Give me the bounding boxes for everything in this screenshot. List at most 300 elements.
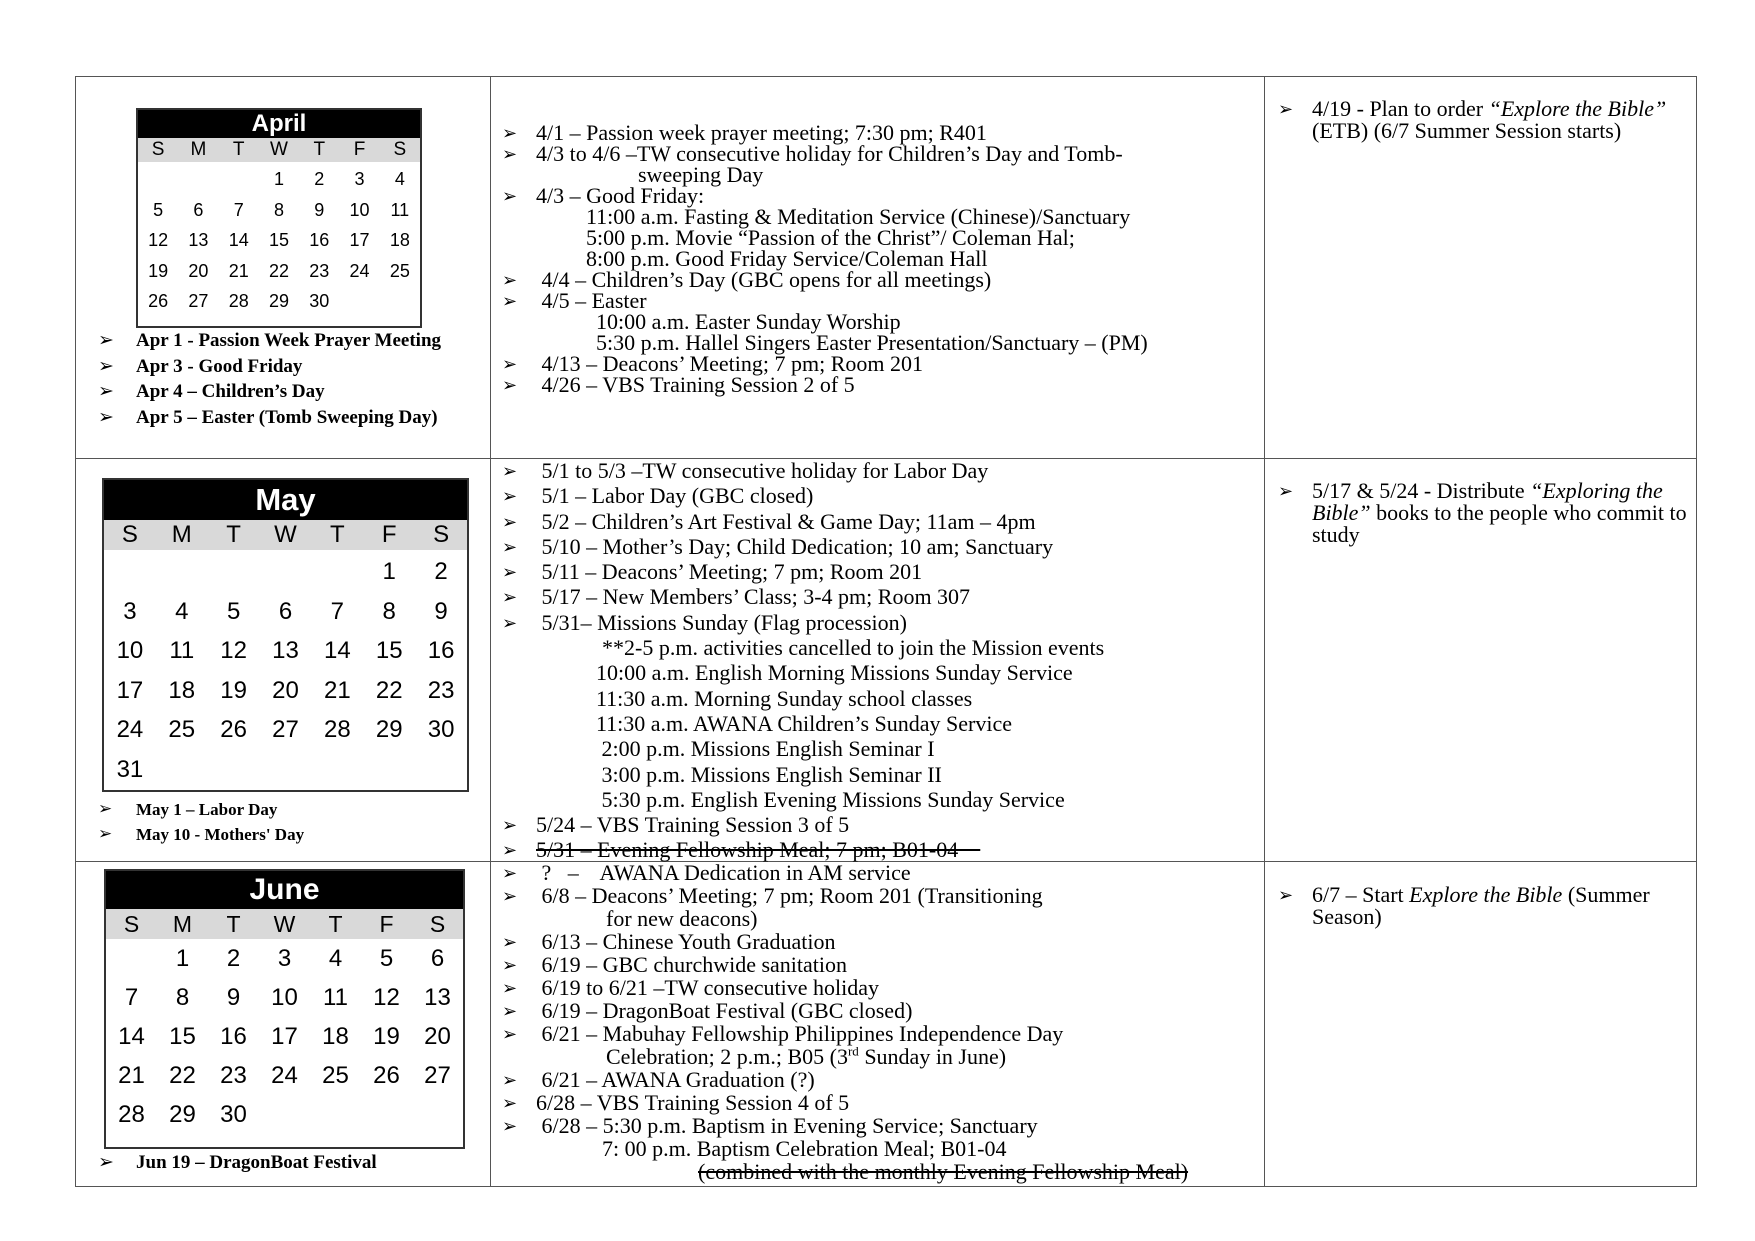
calendar-day	[310, 1095, 361, 1134]
calendar-day: 18	[168, 676, 196, 704]
calendar-day: 19	[148, 260, 169, 281]
bullet-arrow-icon: ➢	[502, 354, 518, 375]
event-item	[502, 1022, 1188, 1045]
note-book-title: Explore the Bible	[1409, 882, 1563, 907]
event-text-end: Sunday in June)	[858, 1044, 1007, 1069]
calendar-day: 18	[322, 1023, 349, 1050]
bullet-arrow-icon: ➢	[502, 1116, 518, 1137]
calendar-day: 2	[314, 169, 325, 189]
event-item	[502, 837, 1104, 862]
bullet-arrow-icon: ➢	[502, 1070, 518, 1091]
calendar-day: 12	[148, 230, 169, 250]
event-text: 5/10 – Mother’s Day; Child Dedication; 10 am; Sanctuary	[536, 533, 1054, 559]
calendar-day: 30	[220, 1101, 247, 1128]
calendar-day: 6	[430, 945, 445, 972]
event-text: 6/21 – AWANA Graduation (?)	[536, 1067, 815, 1092]
weekday-label: S	[433, 521, 450, 548]
april-highlights	[98, 328, 441, 430]
highlight-item	[98, 379, 441, 405]
calendar-days	[106, 939, 463, 1134]
calendar-day: 20	[424, 1023, 451, 1050]
calendar-day: 1	[175, 945, 190, 972]
calendar-day: 26	[373, 1062, 400, 1089]
calendar-day	[178, 164, 218, 195]
calendar-day: 19	[220, 676, 247, 704]
bullet-arrow-icon: ➢	[502, 886, 518, 907]
highlight-item	[98, 328, 441, 354]
calendar-weekday-header	[106, 909, 463, 939]
calendar-day: 27	[188, 291, 209, 311]
event-text: 6/8 – Deacons’ Meeting; 7 pm; Room 201 (Transitioning	[536, 883, 1043, 908]
calendar-day	[138, 164, 178, 195]
calendar-day: 20	[272, 676, 299, 704]
calendar-day: 22	[268, 260, 289, 281]
june-calendar	[104, 869, 465, 1149]
calendar-day: 3	[123, 597, 137, 625]
event-text: 5:30 p.m. English Evening Missions Sunday Service	[596, 786, 1065, 812]
weekday-label: W	[274, 521, 297, 548]
event-text: 6/28 – VBS Training Session 4 of 5	[536, 1090, 850, 1115]
calendar-day	[311, 750, 363, 790]
highlight-text: Apr 5 – Easter (Tomb Sweeping Day)	[136, 406, 438, 428]
calendar-day: 30	[309, 291, 330, 311]
calendar-day	[208, 552, 260, 592]
calendar-day: 9	[314, 199, 325, 220]
weekday-label: S	[393, 139, 407, 160]
event-text: 6/28 – 5:30 p.m. Baptism in Evening Service; Sanctuary	[536, 1113, 1038, 1138]
calendar-day: 16	[427, 637, 455, 664]
calendar-day: 4	[394, 169, 405, 189]
calendar-day: 5	[226, 597, 241, 625]
calendar-day: 27	[424, 1062, 451, 1089]
event-item	[502, 269, 1148, 290]
calendar-day: 13	[424, 984, 451, 1011]
bullet-arrow-icon: ➢	[502, 978, 518, 999]
note-book-title: “Exploring the Bible”	[1312, 478, 1663, 525]
bullet-arrow-icon: ➢	[502, 815, 518, 837]
event-item	[502, 559, 1104, 584]
bullet-arrow-icon: ➢	[502, 486, 518, 508]
calendar-weekday-header	[138, 138, 420, 162]
calendar-day: 17	[271, 1023, 298, 1050]
event-item	[502, 290, 1148, 311]
event-item	[502, 584, 1104, 609]
calendar-day	[363, 750, 415, 790]
weekday-label: W	[270, 139, 288, 160]
calendar-day: 17	[349, 230, 370, 250]
weekday-label: S	[429, 911, 446, 937]
event-item	[502, 812, 1104, 837]
calendar-month-title: April	[138, 110, 420, 138]
highlight-text: Apr 4 – Children’s Day	[136, 381, 325, 402]
event-detail-line	[502, 248, 1148, 269]
event-item	[502, 976, 1188, 999]
calendar-day	[260, 552, 312, 592]
calendar-day: 26	[148, 291, 169, 311]
bullet-arrow-icon: ➢	[502, 270, 518, 291]
calendar-month-title: June	[106, 871, 463, 909]
calendar-day	[339, 286, 379, 317]
event-detail-line	[502, 762, 1104, 787]
calendar-day: 10	[349, 199, 370, 220]
weekday-label: M	[171, 521, 192, 548]
calendar-day: 29	[375, 716, 403, 743]
event-item	[502, 509, 1104, 534]
calendar-day: 11	[323, 984, 348, 1011]
calendar-day: 30	[427, 716, 455, 743]
highlight-text: May 10 - Mothers' Day	[136, 825, 305, 844]
note-text-end: (Summer Season)	[1312, 882, 1650, 929]
event-item	[502, 884, 1188, 907]
calendar-day: 21	[324, 676, 351, 704]
highlight-item	[98, 405, 441, 431]
event-text: 6/21 – Mabuhay Fellowship Philippines Independence Day	[536, 1021, 1064, 1046]
bullet-arrow-icon: ➢	[502, 587, 518, 609]
calendar-day: 5	[153, 199, 164, 220]
event-text: 4/4 – Children’s Day (GBC opens for all meetings)	[536, 267, 992, 292]
calendar-day: 8	[175, 984, 190, 1011]
calendar-day: 29	[268, 291, 289, 311]
calendar-day: 4	[175, 597, 189, 625]
april-note	[1278, 96, 1692, 143]
event-text: 4/26 – VBS Training Session 2 of 5	[536, 372, 855, 397]
calendar-day	[361, 1095, 412, 1134]
calendar-day	[208, 750, 260, 790]
june-highlights	[98, 1150, 377, 1175]
calendar-day: 23	[309, 260, 330, 281]
table-border-top	[75, 76, 1696, 77]
calendar-day: 2	[434, 558, 448, 585]
bullet-arrow-icon: ➢	[98, 799, 113, 819]
event-item	[502, 143, 1148, 164]
event-text: 10:00 a.m. English Morning Missions Sunday Service	[596, 660, 1073, 686]
calendar-day: 25	[389, 260, 410, 281]
event-text: 10:00 a.m. Easter Sunday Worship	[596, 309, 901, 334]
calendar-day	[412, 1095, 463, 1134]
calendar-day: 26	[220, 716, 247, 743]
col-divider-1	[490, 76, 491, 1187]
event-detail-line	[502, 686, 1104, 711]
calendar-day: 25	[322, 1062, 349, 1089]
calendar-day: 6	[193, 199, 204, 220]
note-text-end: books to the people who commit to study	[1312, 500, 1687, 547]
bullet-arrow-icon: ➢	[502, 562, 518, 584]
bullet-arrow-icon: ➢	[1278, 99, 1294, 120]
event-text: 2:00 p.m. Missions English Seminar I	[596, 736, 935, 762]
weekday-label: S	[123, 911, 140, 937]
calendar-day: 1	[273, 169, 284, 189]
event-detail-line	[502, 1045, 1188, 1068]
calendar-month-title: May	[104, 480, 467, 520]
weekday-label: T	[328, 911, 343, 937]
calendar-day: 28	[118, 1101, 145, 1128]
note-book-title: “Explore the Bible”	[1488, 96, 1667, 121]
bullet-arrow-icon: ➢	[502, 461, 518, 482]
calendar-day: 14	[324, 637, 351, 664]
event-item	[502, 999, 1188, 1022]
bullet-arrow-icon: ➢	[502, 932, 518, 953]
calendar-day: 13	[188, 230, 209, 250]
calendar-day: 3	[277, 945, 292, 972]
event-item	[502, 458, 1104, 483]
calendar-days	[138, 164, 420, 347]
event-text: 3:00 p.m. Missions English Seminar II	[596, 761, 942, 787]
calendar-day	[106, 939, 157, 978]
highlight-item	[98, 1150, 377, 1175]
event-detail-line	[502, 736, 1104, 761]
calendar-day: 1	[382, 558, 396, 585]
calendar-day: 15	[268, 230, 289, 250]
calendar-day: 8	[273, 199, 284, 220]
calendar-day: 12	[373, 984, 400, 1011]
event-item	[502, 122, 1148, 143]
bullet-arrow-icon: ➢	[98, 824, 113, 844]
event-detail-line	[502, 907, 1188, 930]
calendar-day: 17	[116, 676, 144, 704]
bullet-arrow-icon: ➢	[502, 955, 518, 976]
event-text: 6/19 – GBC churchwide sanitation	[536, 952, 848, 977]
highlight-text: Jun 19 – DragonBoat Festival	[136, 1152, 377, 1173]
calendar-day: 7	[330, 597, 345, 625]
weekday-label: F	[353, 139, 366, 160]
event-detail-line	[502, 206, 1148, 227]
calendar-day	[311, 552, 363, 592]
calendar-day: 29	[169, 1101, 196, 1128]
calendar-day	[259, 1095, 310, 1134]
calendar-day: 15	[375, 637, 403, 664]
bullet-arrow-icon: ➢	[502, 144, 518, 165]
highlight-item	[98, 797, 304, 822]
event-item	[502, 1114, 1188, 1137]
note-text-end: (ETB) (6/7 Summer Session starts)	[1312, 118, 1622, 143]
highlight-item	[98, 354, 441, 380]
weekday-label: S	[121, 521, 138, 548]
weekday-label: T	[330, 521, 345, 548]
bullet-arrow-icon: ➢	[98, 1151, 114, 1173]
may-note	[1278, 478, 1692, 547]
calendar-day: 24	[271, 1062, 298, 1089]
bullet-arrow-icon: ➢	[502, 123, 518, 144]
event-detail-line	[502, 787, 1104, 812]
event-text: 4/13 – Deacons’ Meeting; 7 pm; Room 201	[536, 351, 923, 376]
weekday-label: M	[190, 139, 207, 160]
calendar-day: 9	[226, 984, 241, 1011]
event-text: 5/1 to 5/3 –TW consecutive holiday for Labor Day	[536, 458, 989, 483]
calendar-day: 5	[379, 945, 394, 972]
bullet-arrow-icon: ➢	[502, 186, 518, 207]
event-text: 11:00 a.m. Fasting & Meditation Service (Chinese)/Sanctuary	[586, 204, 1131, 229]
event-detail-line	[502, 332, 1148, 353]
event-item	[502, 185, 1148, 206]
event-text: 5:30 p.m. Hallel Singers Easter Presentation/Sanctuary – (PM)	[596, 330, 1148, 355]
calendar-day: 21	[118, 1062, 145, 1089]
calendar-day: 14	[118, 1023, 145, 1050]
event-item	[502, 1091, 1188, 1114]
event-text: 6/19 – DragonBoat Festival (GBC closed)	[536, 998, 913, 1023]
calendar-day: 4	[328, 945, 343, 972]
table-border-bottom	[75, 1186, 1696, 1187]
calendar-day: 22	[375, 676, 403, 704]
weekday-label: T	[313, 139, 326, 160]
event-item	[502, 483, 1104, 508]
event-item	[502, 534, 1104, 559]
calendar-day: 15	[169, 1023, 196, 1050]
calendar-days	[104, 552, 467, 789]
event-detail-line	[502, 1137, 1188, 1160]
event-detail-line	[502, 164, 1148, 185]
event-text: 7: 00 p.m. Baptism Celebration Meal; B01-04	[602, 1136, 1007, 1161]
calendar-day: 23	[427, 676, 455, 704]
bullet-arrow-icon: ➢	[502, 612, 518, 634]
calendar-day	[156, 552, 208, 592]
calendar-day: 25	[168, 716, 196, 743]
event-detail-line	[502, 1160, 1188, 1183]
calendar-day: 28	[228, 291, 249, 311]
event-text: 6/13 – Chinese Youth Graduation	[536, 929, 836, 954]
note-text: 5/17 & 5/24 - Distribute	[1312, 478, 1531, 503]
calendar-day: 24	[349, 260, 370, 281]
highlight-text: May 1 – Labor Day	[136, 800, 278, 819]
event-detail-line	[502, 711, 1104, 736]
calendar-weekday-header	[104, 520, 467, 550]
event-text: 11:30 a.m. AWANA Children’s Sunday Service	[596, 710, 1012, 736]
event-text: 5/2 – Children’s Art Festival & Game Day; 11am – 4pm	[536, 508, 1036, 534]
event-text: 6/19 to 6/21 –TW consecutive holiday	[536, 975, 879, 1000]
calendar-day: 16	[309, 230, 330, 250]
event-detail-line	[502, 311, 1148, 332]
calendar-day: 11	[390, 199, 410, 220]
june-note	[1278, 882, 1692, 929]
calendar-day: 2	[226, 945, 241, 972]
calendar-day: 28	[324, 716, 351, 743]
event-text: 5/24 – VBS Training Session 3 of 5	[536, 812, 850, 838]
bullet-arrow-icon: ➢	[98, 354, 114, 377]
calendar-day: 19	[373, 1023, 400, 1050]
calendar-day: 10	[116, 637, 144, 664]
calendar-day: 12	[220, 637, 247, 664]
calendar-day: 9	[434, 597, 448, 625]
event-item	[502, 953, 1188, 976]
event-text: 8:00 p.m. Good Friday Service/Coleman Hall	[586, 246, 988, 271]
bullet-arrow-icon: ➢	[1278, 885, 1294, 906]
calendar-day: 10	[271, 984, 298, 1011]
weekday-label: F	[379, 911, 394, 937]
event-item	[502, 610, 1104, 635]
calendar-day	[260, 750, 312, 790]
calendar-day: 11	[169, 637, 195, 664]
bullet-arrow-icon: ➢	[502, 291, 518, 312]
calendar-day: 8	[382, 597, 396, 625]
bullet-arrow-icon: ➢	[502, 840, 518, 862]
note-text: 6/7 – Start	[1312, 882, 1410, 907]
ordinal-suffix: rd	[847, 1043, 859, 1059]
may-highlights	[98, 797, 304, 847]
calendar-day	[380, 286, 420, 317]
bullet-arrow-icon: ➢	[502, 1001, 518, 1022]
bullet-arrow-icon: ➢	[502, 536, 518, 558]
event-text: for new deacons)	[606, 906, 758, 931]
event-item	[502, 1068, 1188, 1091]
calendar-day: 18	[389, 230, 410, 250]
weekday-label: S	[151, 139, 165, 160]
calendar-day: 20	[188, 260, 209, 281]
calendar-day: 14	[228, 230, 249, 250]
event-text: sweeping Day	[638, 162, 764, 187]
bullet-arrow-icon: ➢	[502, 1024, 518, 1045]
event-text: 5:00 p.m. Movie “Passion of the Christ”/ Coleman Hal;	[586, 225, 1075, 250]
note-text: 4/19 - Plan to order	[1312, 96, 1489, 121]
event-text: 5/31 – Evening Fellowship Meal; 7 pm; B01-04	[536, 837, 981, 863]
bullet-arrow-icon: ➢	[1278, 481, 1294, 502]
bullet-arrow-icon: ➢	[502, 511, 518, 533]
event-detail-line	[502, 227, 1148, 248]
event-text: 11:30 a.m. Morning Sunday school classes	[596, 685, 973, 711]
event-text: 4/3 – Good Friday:	[536, 183, 705, 208]
event-text: 4/3 to 4/6 –TW consecutive holiday for Children’s Day and Tomb-	[536, 141, 1123, 166]
calendar-day	[219, 164, 259, 195]
weekday-label: W	[273, 911, 296, 937]
calendar-day: 24	[116, 716, 144, 743]
weekday-label: F	[381, 521, 397, 548]
calendar-day: 3	[354, 169, 365, 189]
calendar-day: 31	[116, 755, 144, 783]
event-text: 4/5 – Easter	[536, 288, 647, 313]
bullet-arrow-icon: ➢	[502, 375, 518, 396]
bullet-arrow-icon: ➢	[98, 329, 114, 351]
col-divider-2	[1264, 76, 1265, 1187]
calendar-day: 21	[228, 260, 249, 281]
event-item	[502, 353, 1148, 374]
event-item	[502, 861, 1188, 884]
event-text: 5/31– Missions Sunday (Flag procession)	[536, 609, 907, 635]
bullet-arrow-icon: ➢	[502, 863, 518, 884]
may-calendar	[102, 478, 469, 792]
calendar-day: 6	[278, 597, 293, 625]
april-events	[502, 122, 1148, 395]
highlight-text: Apr 1 - Passion Week Prayer Meeting	[136, 330, 442, 351]
event-text: ? – AWANA Dedication in AM service	[536, 860, 911, 885]
event-item	[502, 374, 1148, 395]
calendar-day	[156, 750, 208, 790]
calendar-day: 7	[124, 984, 139, 1011]
calendar-day: 23	[220, 1062, 247, 1089]
event-text: Celebration; 2 p.m.; B05 (3	[606, 1044, 848, 1069]
event-text: 5/11 – Deacons’ Meeting; 7 pm; Room 201	[536, 559, 923, 585]
event-detail-line	[502, 635, 1104, 660]
calendar-day: 7	[233, 199, 244, 220]
calendar-day: 16	[220, 1023, 247, 1050]
event-text: (combined with the monthly Evening Fellowship Meal)	[698, 1159, 1189, 1184]
table-border-left	[75, 76, 76, 1187]
may-events	[502, 458, 1104, 863]
event-text: 4/1 – Passion week prayer meeting; 7:30 pm; R401	[536, 120, 987, 145]
calendar-day: 22	[169, 1062, 196, 1089]
weekday-label: T	[232, 139, 245, 160]
bullet-arrow-icon: ➢	[98, 380, 114, 402]
highlight-text: Apr 3 - Good Friday	[136, 355, 303, 377]
calendar-day	[104, 552, 156, 592]
june-events	[502, 861, 1188, 1183]
event-text: 5/1 – Labor Day (GBC closed)	[536, 483, 814, 509]
event-text: **2-5 p.m. activities cancelled to join the Mission events	[602, 635, 1105, 661]
event-text: 5/17 – New Members’ Class; 3-4 pm; Room 307	[536, 584, 971, 610]
weekday-label: M	[172, 911, 193, 937]
calendar-day	[415, 750, 467, 790]
weekday-label: T	[226, 521, 241, 548]
bullet-arrow-icon: ➢	[502, 1093, 518, 1114]
weekday-label: T	[226, 911, 241, 937]
april-calendar	[136, 108, 422, 328]
